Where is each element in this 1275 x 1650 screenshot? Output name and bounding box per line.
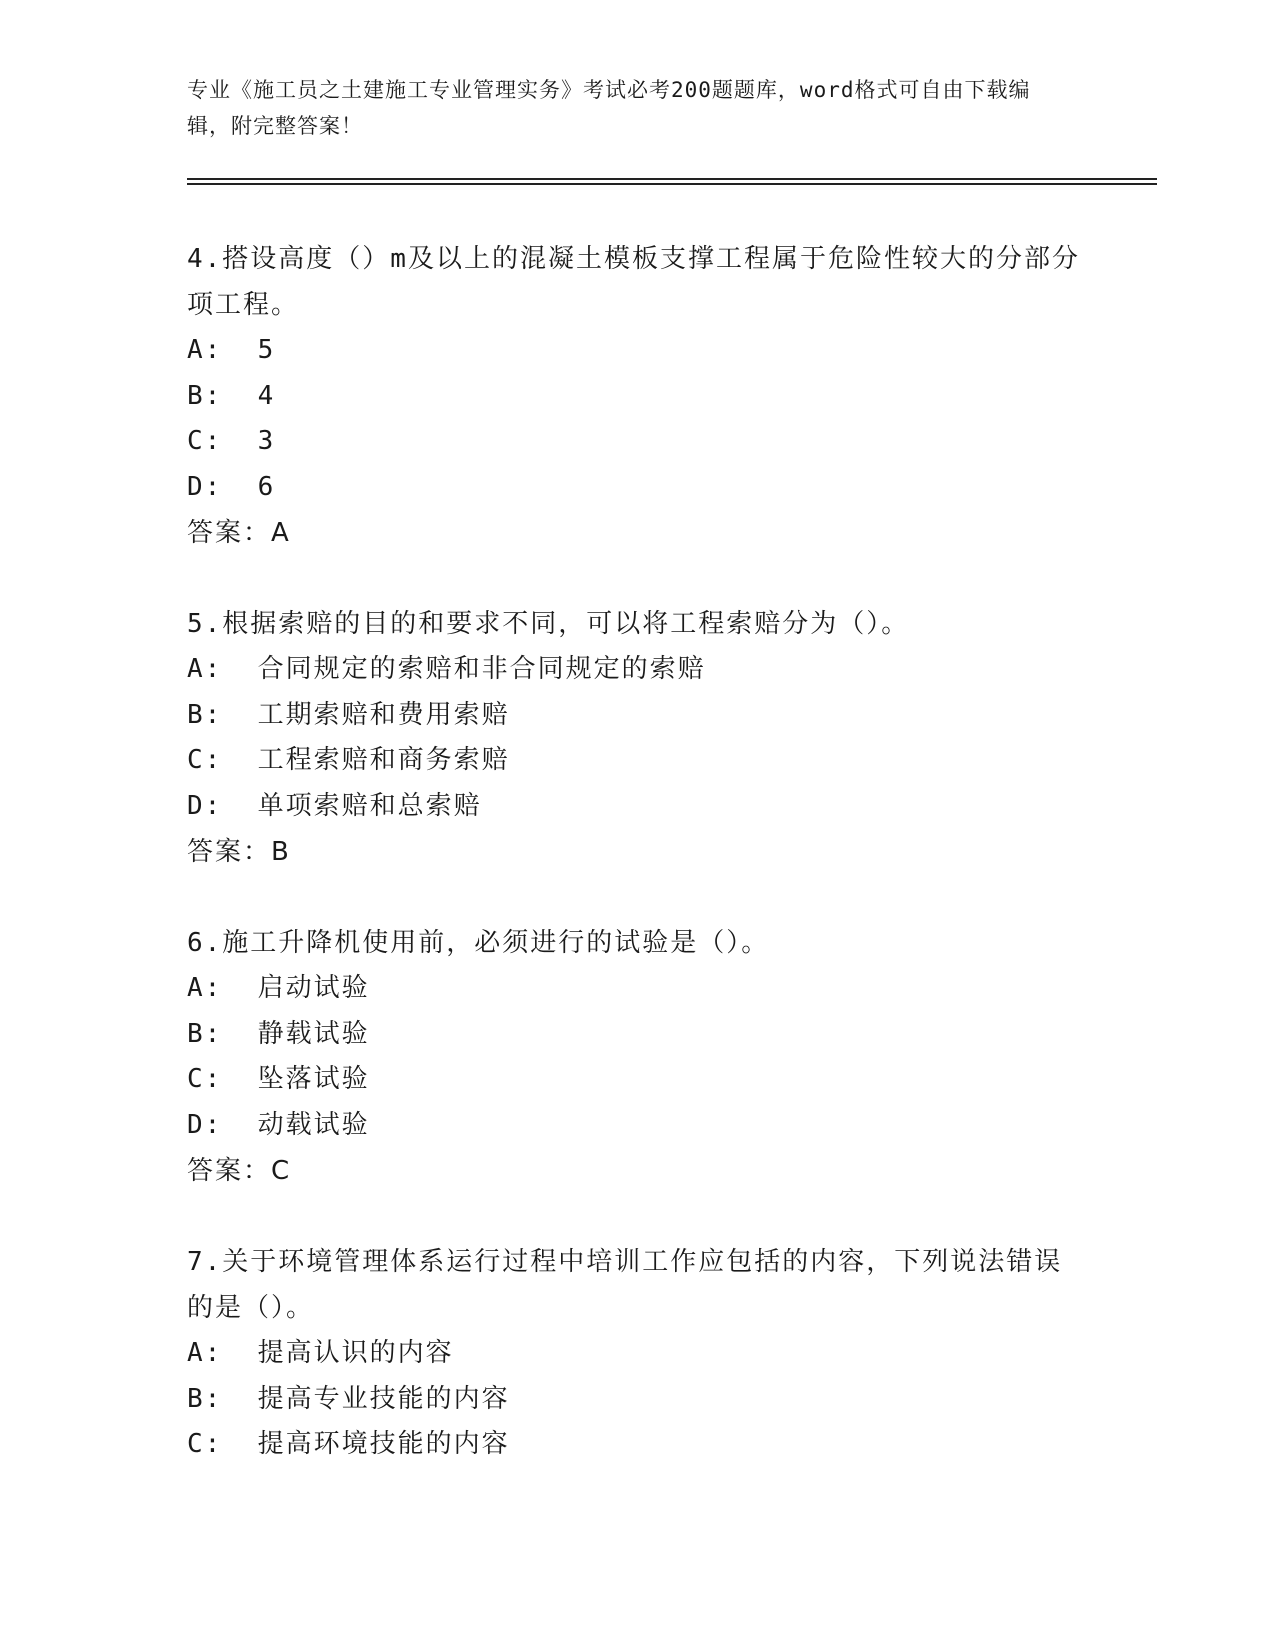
question-stem: 6.施工升降机使用前，必须进行的试验是（）。 <box>187 928 770 958</box>
answer-line: 答案：B <box>187 837 291 867</box>
question-7 <box>187 1239 1087 1468</box>
option-c: C: 工程索赔和商务索赔 <box>187 745 510 775</box>
document-header: 专业《施工员之土建施工专业管理实务》考试必考200题题库，word格式可自由下载编辑，附完整答案！ <box>187 78 1031 138</box>
option-b: B: 4 <box>187 380 276 411</box>
option-c: C: 坠落试验 <box>187 1064 370 1094</box>
question-stem: 7.关于环境管理体系运行过程中培训工作应包括的内容，下列说法错误的是（）。 <box>187 1247 1063 1323</box>
answer-line: 答案：C <box>187 1156 292 1186</box>
option-a: A: 启动试验 <box>187 973 370 1003</box>
answer-line: 答案：A <box>187 518 291 548</box>
option-a: A: 5 <box>187 335 276 365</box>
header-divider-top <box>187 178 1157 180</box>
header-divider-bottom <box>187 183 1157 185</box>
option-b: B: 工期索赔和费用索赔 <box>187 699 510 730</box>
option-b: B: 提高专业技能的内容 <box>187 1383 510 1414</box>
question-5 <box>187 601 1087 875</box>
question-4 <box>187 236 1087 556</box>
question-stem: 4.搭设高度（）m及以上的混凝土模板支撑工程属于危险性较大的分部分项工程。 <box>187 244 1080 320</box>
option-d: D: 单项索赔和总索赔 <box>187 790 482 821</box>
option-c: C: 3 <box>187 426 276 456</box>
option-b: B: 静载试验 <box>187 1018 370 1049</box>
question-stem: 5.根据索赔的目的和要求不同，可以将工程索赔分为（）。 <box>187 609 910 639</box>
question-6 <box>187 920 1087 1194</box>
option-a: A: 提高认识的内容 <box>187 1338 454 1368</box>
option-d: D: 动载试验 <box>187 1109 370 1140</box>
option-d: D: 6 <box>187 471 276 502</box>
option-a: A: 合同规定的索赔和非合同规定的索赔 <box>187 654 706 684</box>
option-c: C: 提高环境技能的内容 <box>187 1429 510 1459</box>
question-list <box>187 236 1087 1513</box>
